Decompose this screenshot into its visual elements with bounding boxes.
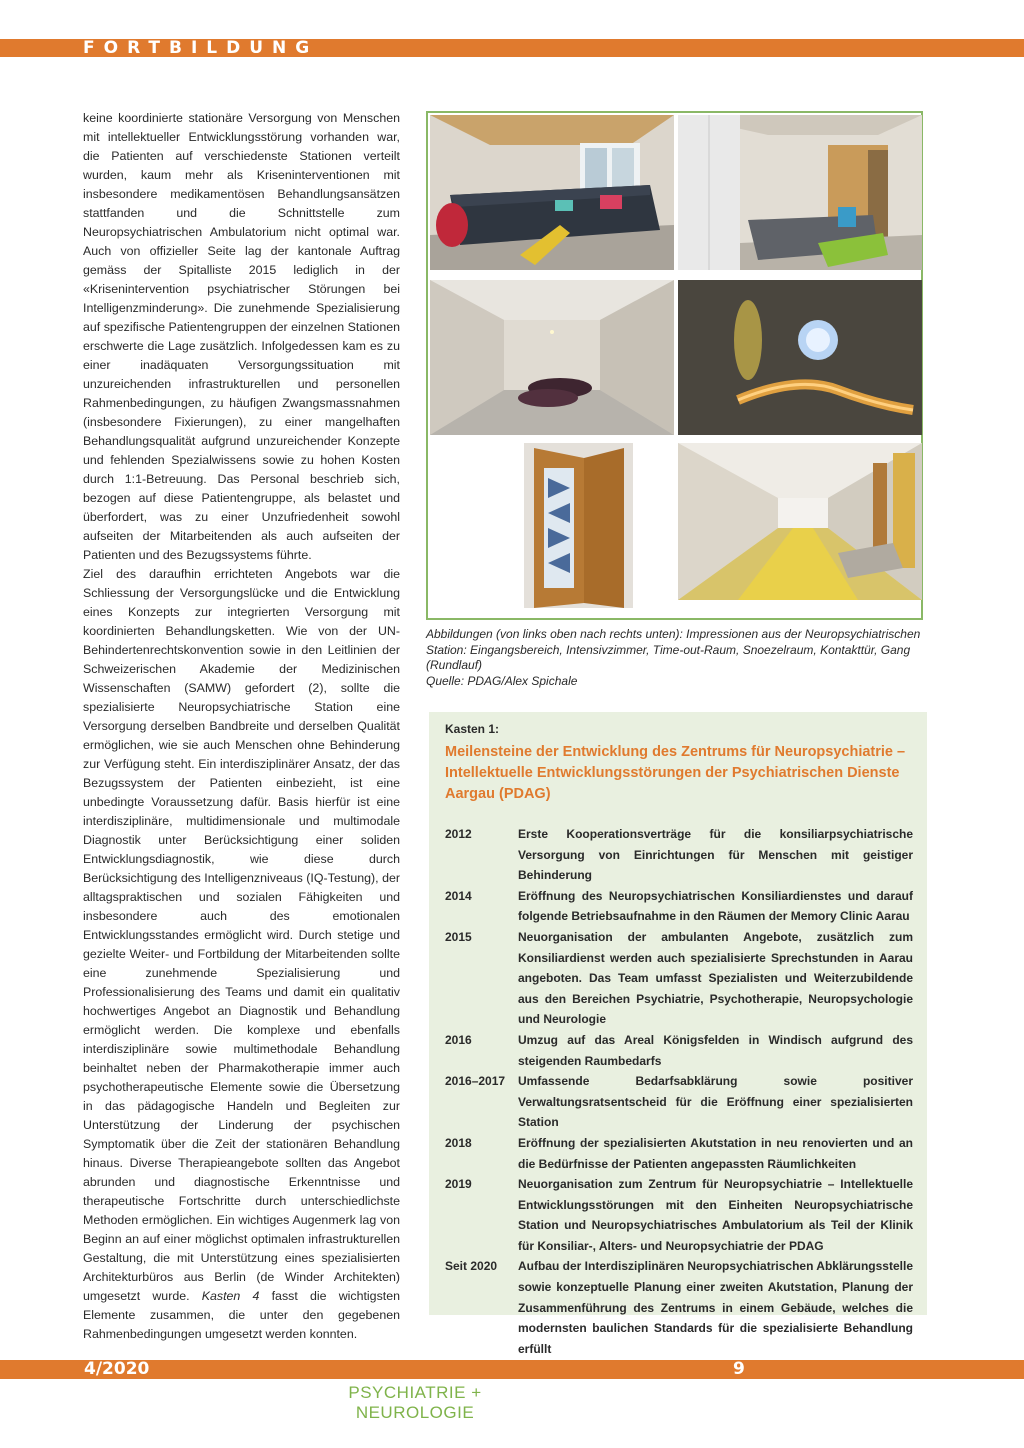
milestone-row	[445, 1133, 913, 1174]
footer-bar	[0, 1360, 1024, 1379]
body-paragraph: keine koordinierte stationäre Versorgung von Menschen mit intellektueller Entwicklungsstörung vorhanden war, die Patienten auf verschiedenste Stationen verteilt wurden, kaum mehr als Kriseninterventionen mit insbesondere medikamentösen Behandlungsansätzen stattfanden und die Schnittstelle zum Neuropsychiatrischen Ambulatorium nicht optimal war. Auch von offizieller Seite lag der kantonale Auftrag gemäss der Spitalliste 2015 lediglich in der «Krisenintervention psychiatrischer Störungen bei Intelligenzminderung». Die zunehmende Spezialisierung auf spezifische Patientengruppen der einzelnen Stationen erschwerte die Lage zusätzlich. Infolgedessen kam es zu einer inadäquaten Versorgungssituation mit unzureichenden infrastrukturellen und personellen Rahmenbedingungen, zu häufigen Zwangsmassnahmen (insbesondere Fixierungen), zu einer mangelhaften Behandlungsqualität aufgrund unzureichender Konzepte und fehlenden Spezialwissens sowie zu hohen Kosten durch 1:1-Betreuung. Das Personal beschrieb sich, bezogen auf diese Patientengruppe, als belastet und überfordert, was zu einer Unzufriedenheit sowohl aufseiten der Mitarbeitenden als auch aufseiten der Patienten und des Bezugssystems führte.	[83, 111, 400, 562]
milestone-row	[445, 1256, 913, 1359]
body-text: fasst die wichtigsten Elemente zusammen, die unter den gegebenen Rahmenbedingungen umgesetzt werden konnten.	[83, 1289, 400, 1341]
timeout-room-photo	[430, 280, 674, 435]
milestone-text: Erste Kooperationsverträge für die konsiliarpsychiatrische Versorgung von Einrichtungen für Menschen mit geistiger Behinderung	[518, 827, 913, 883]
body-text: Ziel des daraufhin errichteten Angebots war die Schliessung der Versorgungslücke und die Entwicklung eines Konzepts zur integrierten Versorgung mit koordinierten Behandlungsketten. Wie von der UN-Behindertenrechtskonvention sowie in den Leitlinien der Schweizerischen Akademie der Medizinischen Wissenschaften (SAMW) gefordert (2), sollte die spezialisierte Neuropsychiatrische Station eine Versorgung derselben Bandbreite und derselben Qualität ermöglichen, wie sie auch Menschen ohne Behinderung zur Verfügung steht. Ein interdisziplinärer Ansatz, der das Bezugssystem der Patienten einbezieht, ist eine unbedingte Voraussetzung dafür. Basis hierfür ist eine interdisziplinäre, multidimensionale und multimodale Diagnostik unter Berücksichtigung einer soliden Entwicklungsdiagnostik, wie diese durch Berücksichtigung des Intelligenzniveaus (IQ-Testung), der alltagspraktischen und sozialen Fähigkeiten und insbesondere auch des emotionalen Entwicklungsstandes ermöglicht wird. Durch stetige und gezielte Weiter- und Fortbildung der Mitarbeitenden sollte eine zunehmende Spezialisierung und Professionalisierung des Teams und damit ein qualitativ hochwertiges Angebot an Diagnostik und Behandlung ermöglicht werden. Die komplexe und ebenfalls interdisziplinäre sowie multimethodale Behandlung beinhaltet neben der Pharmakotherapie immer auch psychotherapeutische Elemente sowie die Übersetzung in das pädagogische Handeln und Begleiten zur Unterstützung der Linderung der psychischen Symptomatik über die Zeit der stationären Behandlung hinaus. Diverse Therapieangebote sollten das Angebot abrunden und diagnostische Erkenntnisse und therapeutische Fortschritte durch unterschiedlichste Methoden ermöglichen. Ein wichtiges Augenmerk lag von Beginn an auf einer möglichst optimalen infrastrukturellen Gestaltung, die mit Unterstützung eines spezialisierten Architekturbüros aus Berlin (de Winder Architekten) umgesetzt wurde.	[83, 567, 400, 1303]
milestone-year: 2016–2017	[445, 1074, 506, 1089]
milestone-row	[445, 886, 913, 927]
milestone-year: 2016	[445, 1032, 472, 1047]
section-label: FORTBILDUNG	[83, 38, 319, 58]
snoezel-room-photo	[678, 280, 922, 435]
milestone-row	[445, 1174, 913, 1256]
issue-number: 4/2020	[84, 1359, 150, 1379]
milestone-year: 2018	[445, 1135, 472, 1150]
corridor-photo	[678, 443, 922, 600]
milestone-list	[445, 824, 913, 1359]
milestone-year: 2012	[445, 827, 472, 841]
door-photo	[524, 443, 633, 608]
box-reference: Kasten 4	[201, 1289, 260, 1303]
body-text-column	[83, 109, 400, 1344]
milestone-text: Umfassende Bedarfsabklärung sowie positiver Verwaltungsratsentscheid für die Eröffnung einer spezialisierten Station	[518, 1074, 913, 1130]
milestone-year: 2019	[445, 1177, 472, 1192]
milestone-row	[445, 824, 913, 886]
lounge-photo	[430, 115, 674, 270]
box-label: Kasten 1:	[445, 722, 500, 736]
milestone-year: 2015	[445, 929, 472, 944]
caption-source: Quelle: PDAG/Alex Spichale	[426, 673, 578, 688]
photo-collage	[426, 111, 923, 620]
milestone-row	[445, 1030, 913, 1071]
info-box	[429, 712, 927, 1356]
milestone-text: Neuorganisation zum Zentrum für Neuropsychiatrie – Intellektuelle Entwicklungsstörungen mit den Einheiten Neuropsychiatrische Station und Neuropsychiatrisches Ambulatorium als Teil der Klinik für Konsiliar-, Alters- und Neuropsychiatrie der PDAG	[518, 1177, 913, 1253]
milestone-text: Aufbau der Interdisziplinären Neuropsychiatrischen Abklärungsstelle sowie konzeptuelle Planung einer zweiten Akutstation, Planung der Zusammenführung des Zentrums in einem Gebäude, welches die modernsten baulichen Standards für die spezialisierte Behandlung erfüllt	[518, 1259, 913, 1356]
milestone-row	[445, 1071, 913, 1133]
box-title: Meilensteine der Entwicklung des Zentrums für Neuropsychiatrie – Intellektuelle Entwicklungsstörungen der Psychiatrischen Dienste Aargau (PDAG)	[445, 744, 906, 802]
milestone-year: Seit 2020	[445, 1259, 498, 1274]
caption-text: Abbildungen (von links oben nach rechts unten): Impressionen aus der Neuropsychiatrischen Station: Eingangsbereich, Intensivzimmer, Time-out-Raum, Snoezelraum, Kontakttür, Gang (Rundlauf)	[426, 627, 921, 672]
journal-name: PSYCHIATRIE + NEUROLOGIE	[348, 1383, 482, 1422]
milestone-year: 2014	[445, 888, 472, 903]
milestone-text: Eröffnung der spezialisierten Akutstation in neu renovierten und an die Bedürfnisse der Patienten angepassten Räumlichkeiten	[518, 1135, 913, 1171]
body-paragraph	[83, 565, 400, 1344]
milestone-text: Eröffnung des Neuropsychiatrischen Konsiliardienstes und darauf folgende Betriebsaufnahme in den Räumen der Memory Clinic Aarau	[518, 888, 913, 924]
milestone-text: Umzug auf das Areal Königsfelden in Windisch aufgrund des steigenden Raumbedarfs	[518, 1032, 913, 1068]
figure-caption	[426, 627, 924, 689]
milestone-text: Neuorganisation der ambulanten Angebote, zusätzlich zum Konsiliardienst werden auch spezialisierte Sprechstunden in Aarau angeboten. Das Team umfasst Spezialisten und Weiterzubildende aus den Bereichen Psychiatrie, Psychotherapie, Neuropsychologie und Neurologie	[518, 929, 913, 1027]
room-photo	[678, 115, 922, 270]
page-number: 9	[733, 1359, 745, 1379]
milestone-row	[445, 927, 913, 1030]
